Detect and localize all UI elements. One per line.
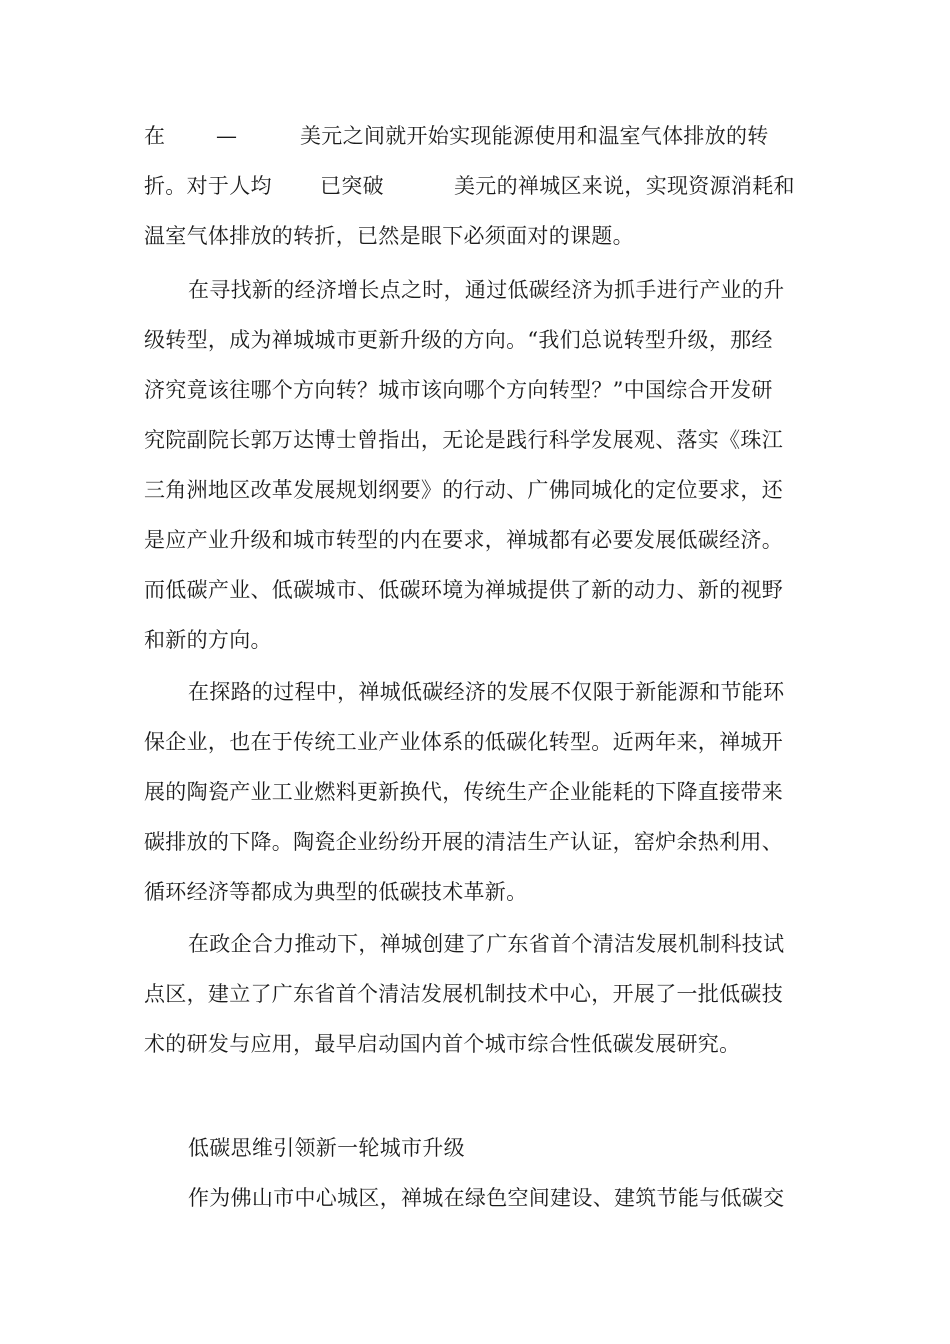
text-line bbox=[144, 616, 272, 664]
text-line bbox=[144, 566, 783, 614]
section-heading-text: 低碳思维引领新一轮城市升级 bbox=[188, 1136, 465, 1160]
text-line bbox=[144, 818, 783, 866]
text-line bbox=[144, 516, 783, 564]
text-fragment: 三角洲地区改革发展规划纲要》的行动、广佛同城化的定位要求，还 bbox=[144, 478, 783, 502]
text-line bbox=[188, 1174, 784, 1222]
text-line bbox=[144, 366, 773, 414]
text-line bbox=[300, 112, 769, 160]
text-fragment: 美元的禅城区来说，实现资源消耗和 bbox=[454, 174, 795, 198]
text-line bbox=[144, 1020, 740, 1068]
text-fragment: 究院副院长郭万达博士曾指出，无论是践行科学发展观、落实《珠江 bbox=[144, 428, 783, 452]
text-fragment: 术的研发与应用，最早启动国内首个城市综合性低碳发展研究。 bbox=[144, 1032, 741, 1056]
text-fragment: 折。对于人均 bbox=[144, 174, 272, 198]
text-line bbox=[188, 920, 784, 968]
text-line bbox=[144, 112, 165, 160]
text-line bbox=[144, 868, 527, 916]
text-line bbox=[188, 668, 784, 716]
text-line bbox=[454, 162, 795, 210]
text-line bbox=[144, 162, 272, 210]
text-fragment: 和新的方向。 bbox=[144, 628, 272, 652]
text-fragment: 而低碳产业、低碳城市、低碳环境为禅城提供了新的动力、新的视野 bbox=[144, 578, 783, 602]
text-fragment: 济究竟该往哪个方向转？城市该向哪个方向转型？”中国综合开发研 bbox=[144, 378, 773, 402]
text-line bbox=[144, 416, 783, 464]
text-line bbox=[144, 718, 783, 766]
text-fragment: 美元之间就开始实现能源使用和温室气体排放的转 bbox=[300, 124, 769, 148]
text-fragment: 作为佛山市中心城区，禅城在绿色空间建设、建筑节能与低碳交 bbox=[188, 1186, 785, 1210]
text-fragment: 在寻找新的经济增长点之时，通过低碳经济为抓手进行产业的升 bbox=[188, 278, 785, 302]
text-fragment: 循环经济等都成为典型的低碳技术革新。 bbox=[144, 880, 528, 904]
text-fragment: 保企业，也在于传统工业产业体系的低碳化转型。近两年来，禅城开 bbox=[144, 730, 783, 754]
text-fragment: 在 bbox=[144, 124, 166, 148]
text-fragment: 碳排放的下降。陶瓷企业纷纷开展的清洁生产认证，窑炉余热利用、 bbox=[144, 830, 783, 854]
text-line bbox=[216, 112, 237, 160]
text-fragment: 点区，建立了广东省首个清洁发展机制技术中心，开展了一批低碳技 bbox=[144, 982, 783, 1006]
text-fragment: 在探路的过程中，禅城低碳经济的发展不仅限于新能源和节能环 bbox=[188, 680, 785, 704]
text-fragment: 在政企合力推动下，禅城创建了广东省首个清洁发展机制科技试 bbox=[188, 932, 785, 956]
text-line bbox=[188, 266, 784, 314]
text-line bbox=[144, 466, 783, 514]
text-fragment: 是应产业升级和城市转型的内在要求，禅城都有必要发展低碳经济。 bbox=[144, 528, 783, 552]
text-line bbox=[144, 970, 783, 1018]
text-fragment: 已突破 bbox=[320, 174, 384, 198]
text-fragment: 级转型，成为禅城城市更新升级的方向。“我们总说转型升级，那经 bbox=[144, 328, 773, 352]
text-line bbox=[320, 162, 384, 210]
text-fragment: 展的陶瓷产业工业燃料更新换代，传统生产企业能耗的下降直接带来 bbox=[144, 780, 783, 804]
text-fragment: — bbox=[216, 124, 238, 148]
text-fragment: 温室气体排放的转折，已然是眼下必须面对的课题。 bbox=[144, 224, 634, 248]
text-line bbox=[144, 768, 783, 816]
text-line bbox=[144, 212, 634, 260]
section-heading bbox=[188, 1124, 465, 1172]
text-line bbox=[144, 316, 773, 364]
